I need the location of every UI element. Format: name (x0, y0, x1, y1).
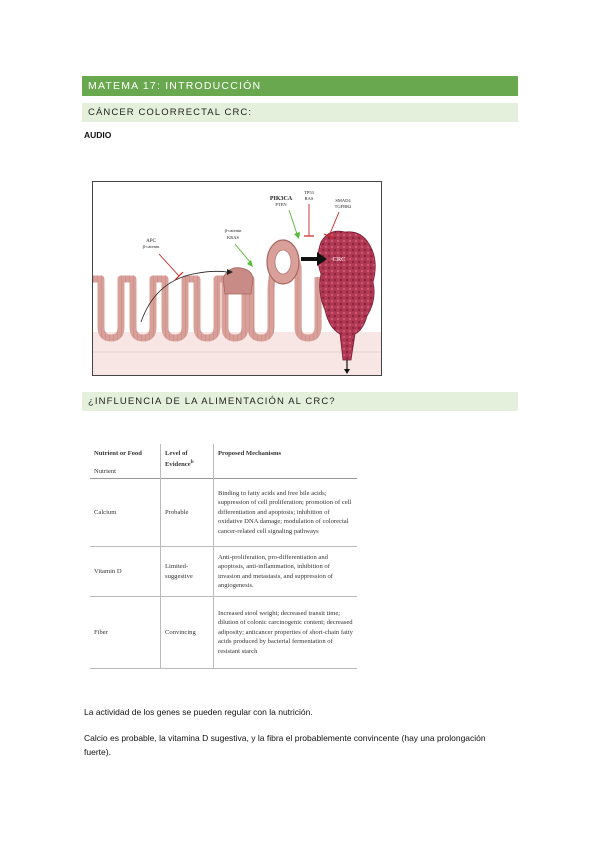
label-pik3ca-sub: PTEN (275, 202, 287, 207)
label-kras: KRAS (226, 235, 240, 240)
cell-level: Convincing (161, 597, 214, 669)
header-nutrient (90, 444, 161, 479)
cell-level: Probable (161, 479, 214, 547)
carcinoma-arrow-shaft (301, 257, 317, 261)
audio-label: AUDIO (84, 130, 112, 140)
header-nutrient-sub: Nutrient (94, 467, 116, 475)
label-tp53-sub: RAS (304, 196, 314, 201)
cell-nutrient: Vitamin D (90, 547, 161, 597)
cell-mechanisms: Binding to fatty acids and free bile acids; suppression of cell proliferation; promotion of cell differentiation and apoptosis; inhibition of oxidative DNA damage; modulation of colorectal cancer-related cell signaling pathways (218, 489, 352, 535)
table-row (90, 597, 357, 669)
cell-nutrient: Fiber (90, 597, 161, 669)
section-heading-food: ¿INFLUENCIA DE LA ALIMENTACIÓN AL CRC? (82, 392, 518, 411)
apc-inhibit-line (159, 254, 179, 276)
header-mechanisms: Proposed Mechanisms (218, 450, 282, 457)
label-kras-top: β-catenin (224, 228, 242, 233)
table-header-row (90, 444, 357, 479)
pik3ca-arrow-line (289, 210, 297, 234)
kras-arrow-line (235, 244, 250, 262)
table-row (90, 547, 357, 597)
header-level-label: Level of Evidence (165, 450, 191, 468)
cell-mechanisms: Anti-proliferation, pro-differentiation and apoptosis, anti-inflammation, inhibition of invasion and metastasis, and suppression of angiogenesis. (218, 553, 334, 590)
adenoma-lumen (275, 250, 291, 274)
label-tp53: TP53 (304, 190, 314, 195)
header-nutrient-label: Nutrient or Food (94, 450, 142, 457)
label-pik3ca: PIK3CA (269, 196, 293, 202)
label-smad4: SMAD4 (335, 198, 351, 203)
label-crc: CRC (332, 256, 346, 263)
crc-progression-figure (92, 181, 382, 376)
paragraph-gene-regulation: La actividad de los genes se pueden regular con la nutrición. (84, 707, 313, 717)
cell-nutrient: Calcium (90, 479, 161, 547)
table-row (90, 479, 357, 547)
label-smad4-sub: TGFBR2 (334, 204, 352, 209)
cell-mechanisms: Increased stool weight; decreased transit time; dilution of colonic carcinogenic content; decreased adiposity; anticancer properties of short-chain fatty acids produced by bacterial fermentation of resistant starch (218, 609, 353, 655)
crc-progression-diagram (93, 182, 381, 375)
header-level-sup: b (190, 458, 194, 465)
section-heading-crc: CÁNCER COLORRECTAL CRC: (82, 103, 518, 122)
nutrient-evidence-table (90, 444, 357, 669)
label-apc-sub: β-catenin (142, 244, 160, 249)
label-apc: APC (146, 239, 156, 244)
kras-arrowhead (247, 260, 253, 267)
page-title: MATEMA 17: INTRODUCCIÓN (82, 76, 518, 96)
pik3ca-arrowhead (294, 232, 300, 239)
header-level (161, 444, 214, 479)
cell-level: Limited-suggestive (161, 547, 214, 597)
paragraph-evidence-summary: Calcio es probable, la vitamina D sugestiva, y la fibra el probablemente convincente (hay una prolongación fuerte). (84, 733, 486, 757)
